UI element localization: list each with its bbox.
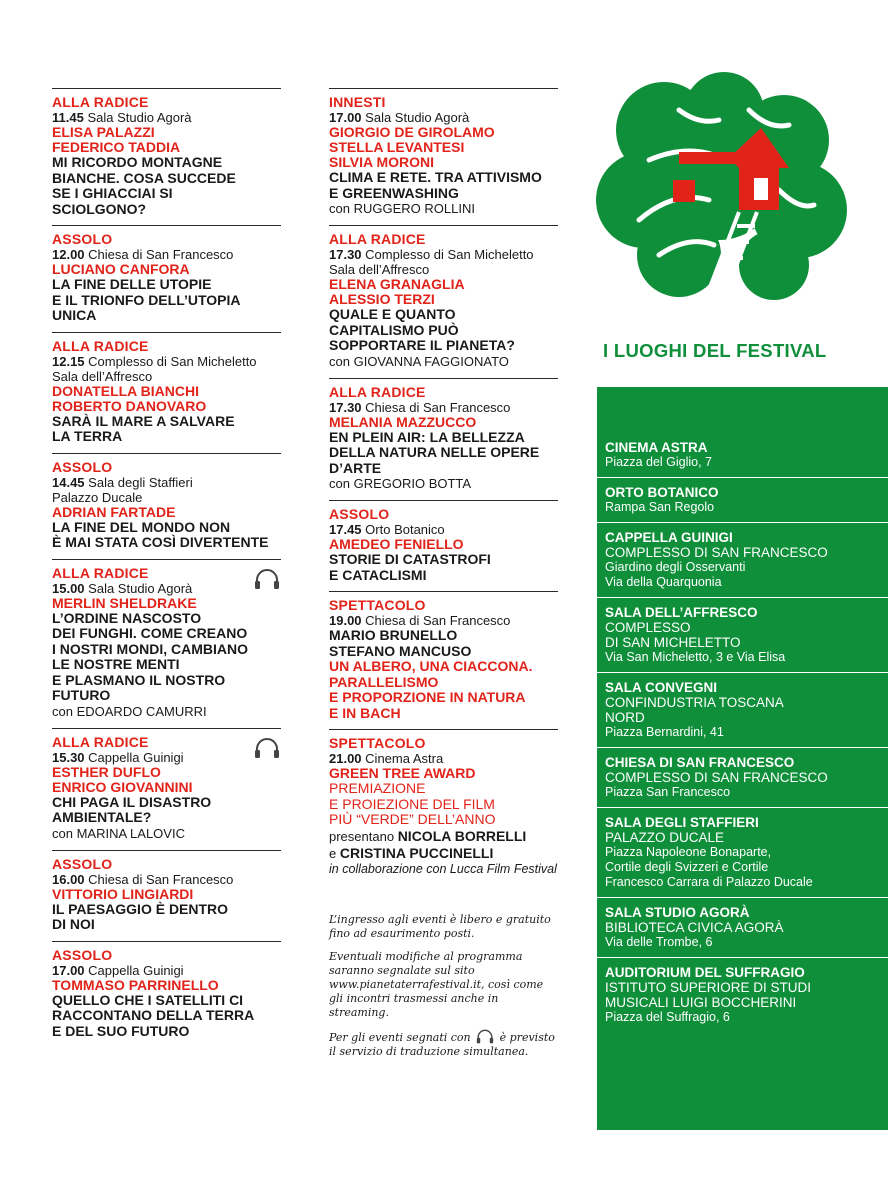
event-presenters: presentano NICOLA BORRELLI e CRISTINA PUCCINELLI [329, 827, 527, 861]
event-speakers: AMEDEO FENIELLO [329, 536, 464, 552]
event-speakers: ADRIAN FARTADE [52, 503, 176, 520]
event-collaboration: in collaborazione con Lucca Film Festival [329, 861, 557, 876]
headphones-icon [474, 1029, 496, 1044]
event-place: Cappella Guinigi [88, 749, 184, 765]
event-card [52, 941, 281, 1048]
event-moderator: con GREGORIO BOTTA [329, 476, 472, 491]
event-speakers: MELANIA MAZZUCCO [329, 413, 477, 430]
venue-item [597, 672, 888, 747]
venue-name: AUDITORIUM DEL SUFFRAGIO [605, 965, 805, 980]
event-when [52, 110, 281, 125]
event-card [52, 559, 281, 728]
event-award-name: GREEN TREE AWARD [329, 765, 476, 781]
event-title: LA FINE DELLE UTOPIE E IL TRIONFO DELL’UTOPIA UNICA [52, 276, 241, 323]
event-type: ASSOLO [52, 855, 113, 872]
note-translation: Per gli eventi segnati con è previsto il servizio di traduzione simultanea. [329, 1030, 555, 1058]
event-card [329, 500, 558, 591]
event-title: CHI PAGA IL DISASTRO AMBIENTALE? [52, 793, 212, 825]
event-place: Complesso di San Micheletto Sala dell’Affresco [329, 247, 534, 277]
venue-complex: PALAZZO DUCALE [605, 830, 725, 845]
venue-name: CINEMA ASTRA [605, 440, 708, 455]
venue-item [597, 747, 888, 807]
event-card [52, 453, 281, 559]
event-speakers: MERLIN SHELDRAKE [52, 594, 197, 611]
event-title: EN PLEIN AIR: LA BELLEZZA DELLA NATURA NELLE OPERE D’ARTE [329, 428, 540, 476]
event-when [329, 110, 558, 125]
event-place: Sala degli Staffieri Palazzo Ducale [52, 474, 193, 505]
event-performers: MARIO BRUNELLO STEFANO MANCUSO [329, 627, 472, 659]
event-type: INNESTI [329, 94, 386, 110]
event-when [329, 247, 558, 277]
event-title: UN ALBERO, UNA CIACCONA. PARALLELISMO E PROPORZIONE IN NATURA E IN BACH [329, 658, 533, 721]
event-type: SPETTACOLO [329, 597, 426, 613]
venue-name: CAPPELLA GUINIGI [605, 530, 733, 545]
event-time: 17.30 [329, 399, 362, 415]
venue-complex: COMPLESSO DI SAN FRANCESCO [605, 545, 828, 560]
event-time: 12.15 [52, 353, 85, 369]
event-place: Complesso di San Micheletto Sala dell’Affresco [52, 353, 257, 384]
event-type: ALLA RADICE [52, 337, 149, 354]
event-place: Sala Studio Agorà [88, 580, 193, 596]
venue-address: Giardino degli Osservanti Via della Quarquonia [605, 560, 746, 589]
venue-complex: COMPLESSO DI SAN FRANCESCO [605, 770, 828, 785]
event-title: CLIMA E RETE. TRA ATTIVISMO E GREENWASHING [329, 169, 542, 201]
venues-panel [597, 387, 888, 1130]
venue-address: Via San Micheletto, 3 e Via Elisa [605, 650, 786, 664]
event-title: MI RICORDO MONTAGNE BIANCHE. COSA SUCCEDE SE I GHIACCIAI SI SCIOLGONO? [52, 154, 236, 217]
event-type: ASSOLO [329, 506, 390, 522]
event-place: Sala Studio Agorà [87, 110, 192, 125]
event-title: QUELLO CHE I SATELLITI CI RACCONTANO DELLA TERRA E DEL SUO FUTURO [52, 991, 255, 1039]
event-type: ALLA RADICE [52, 733, 149, 750]
venue-item [597, 807, 888, 897]
event-title: L’ORDINE NASCOSTO DEI FUNGHI. COME CREANO I NOSTRI MONDI, CAMBIANO LE NOSTRE MENTI E PLASMANO IL NOSTRO FUTURO [52, 609, 248, 703]
event-subtitle: PREMIAZIONE E PROIEZIONE DEL FILM PIÙ “VERDE” DELL’ANNO [329, 780, 496, 827]
event-place: Chiesa di San Francesco [365, 613, 511, 628]
venue-name: SALA STUDIO AGORÀ [605, 905, 750, 920]
event-type: ASSOLO [52, 946, 113, 963]
event-place: Orto Botanico [365, 522, 445, 537]
event-time: 21.00 [329, 751, 362, 766]
event-type: ALLA RADICE [329, 231, 426, 247]
event-time: 15.30 [52, 749, 85, 765]
event-place: Cinema Astra [365, 751, 444, 766]
venues-title: I LUOGHI DEL FESTIVAL [603, 340, 827, 361]
event-type: SPETTACOLO [329, 735, 426, 751]
event-card [52, 332, 281, 453]
event-title: LA FINE DEL MONDO NON È MAI STATA COSÌ DIVERTENTE [52, 518, 269, 550]
event-title: IL PAESAGGIO È DENTRO DI NOI [52, 900, 229, 932]
venue-address: Piazza Napoleone Bonaparte, Cortile degli Svizzeri e Cortile Francesco Carrara di Palazzo Ducale [605, 845, 813, 889]
event-moderator: con GIOVANNA FAGGIONATO [329, 353, 509, 369]
event-when [52, 475, 281, 505]
event-time: 15.00 [52, 580, 85, 596]
venue-item [597, 522, 888, 597]
event-card [52, 88, 281, 225]
venue-complex: COMPLESSO DI SAN MICHELETTO [605, 620, 741, 650]
event-speakers: ELENA GRANAGLIA ALESSIO TERZI [329, 276, 465, 307]
event-when [329, 613, 558, 628]
venue-address: Rampa San Regolo [605, 500, 715, 514]
event-time: 19.00 [329, 613, 362, 628]
event-speakers: LUCIANO CANFORA [52, 261, 190, 277]
event-type: ASSOLO [52, 231, 113, 247]
program-notes [329, 913, 558, 1059]
venue-complex: CONFINDUSTRIA TOSCANA NORD [605, 695, 784, 725]
event-when [52, 247, 281, 262]
event-time: 17.45 [329, 522, 362, 537]
event-time: 12.00 [52, 247, 85, 262]
event-when [52, 354, 281, 384]
event-speakers: ESTHER DUFLO ENRICO GIOVANNINI [52, 763, 193, 795]
event-type: ASSOLO [52, 458, 113, 475]
venue-complex: BIBLIOTECA CIVICA AGORÀ [605, 920, 784, 935]
venue-item [597, 597, 888, 672]
event-card [52, 225, 281, 332]
program-column-1 [52, 88, 281, 1047]
venue-address: Piazza Bernardini, 41 [605, 725, 724, 739]
program-column-2 [329, 88, 558, 1068]
event-type: ALLA RADICE [329, 383, 426, 400]
event-when [52, 963, 281, 978]
headphones-icon [253, 568, 281, 590]
headphones-icon [253, 737, 281, 759]
venue-item [597, 433, 888, 477]
venue-item [597, 897, 888, 957]
note-changes: Eventuali modifiche al programma saranno segnalate sul sito www.pianetaterrafestival.it, così come gli incontri trasmessi anche in streaming. [329, 949, 544, 1019]
event-when [52, 872, 281, 887]
event-time: 17.00 [329, 110, 362, 125]
event-type: ALLA RADICE [52, 564, 149, 581]
event-when [52, 581, 281, 596]
venue-name: CHIESA DI SAN FRANCESCO [605, 755, 795, 770]
venue-item [597, 477, 888, 522]
event-card [329, 88, 558, 225]
venue-name: SALA DELL’AFFRESCO [605, 605, 758, 620]
event-card [329, 378, 558, 501]
tree-house-icon [589, 70, 849, 300]
event-moderator: con MARINA LALOVIC [52, 825, 185, 841]
event-moderator: con EDOARDO CAMURRI [52, 703, 207, 719]
event-card [329, 225, 558, 378]
event-speakers: ELISA PALAZZI FEDERICO TADDIA [52, 124, 181, 155]
event-speakers: GIORGIO DE GIROLAMO STELLA LEVANTESI SILVIA MORONI [329, 124, 495, 170]
venue-address: Via delle Trombe, 6 [605, 935, 713, 949]
event-place: Chiesa di San Francesco [365, 399, 511, 415]
venue-name: SALA DEGLI STAFFIERI [605, 815, 759, 830]
event-card [329, 591, 558, 729]
event-when [52, 750, 281, 765]
event-place: Sala Studio Agorà [365, 110, 470, 125]
event-time: 11.45 [52, 110, 84, 125]
event-speakers: DONATELLA BIANCHI ROBERTO DANOVARO [52, 382, 207, 414]
event-time: 17.00 [52, 962, 85, 978]
venue-address: Piazza San Francesco [605, 785, 731, 799]
event-when [329, 400, 558, 415]
event-moderator: con RUGGERO ROLLINI [329, 201, 475, 216]
event-place: Chiesa di San Francesco [88, 871, 234, 887]
event-card [52, 850, 281, 941]
event-place: Chiesa di San Francesco [88, 247, 234, 262]
event-title: SARÀ IL MARE A SALVARE LA TERRA [52, 412, 235, 444]
venue-name: ORTO BOTANICO [605, 485, 719, 500]
event-when [329, 522, 558, 537]
venue-complex: ISTITUTO SUPERIORE DI STUDI MUSICALI LUIGI BOCCHERINI [605, 980, 812, 1010]
event-place: Cappella Guinigi [88, 962, 184, 978]
event-time: 17.30 [329, 247, 362, 262]
venue-item [597, 957, 888, 1032]
event-title: QUALE E QUANTO CAPITALISMO PUÒ SOPPORTARE IL PIANETA? [329, 306, 515, 353]
event-title: STORIE DI CATASTROFI E CATACLISMI [329, 551, 491, 583]
event-type: ALLA RADICE [52, 94, 149, 110]
event-speakers: VITTORIO LINGIARDI [52, 885, 194, 902]
venue-address: Piazza del Giglio, 7 [605, 455, 713, 469]
event-time: 16.00 [52, 871, 85, 887]
event-when [329, 751, 558, 766]
event-card [329, 729, 558, 885]
event-speakers: TOMMASO PARRINELLO [52, 976, 219, 993]
event-card [52, 728, 281, 850]
venue-name: SALA CONVEGNI [605, 680, 718, 695]
note-free-entry: L’ingresso agli eventi è libero e gratuito fino ad esaurimento posti. [329, 912, 551, 940]
event-time: 14.45 [52, 474, 85, 490]
venue-address: Piazza del Suffragio, 6 [605, 1010, 730, 1024]
